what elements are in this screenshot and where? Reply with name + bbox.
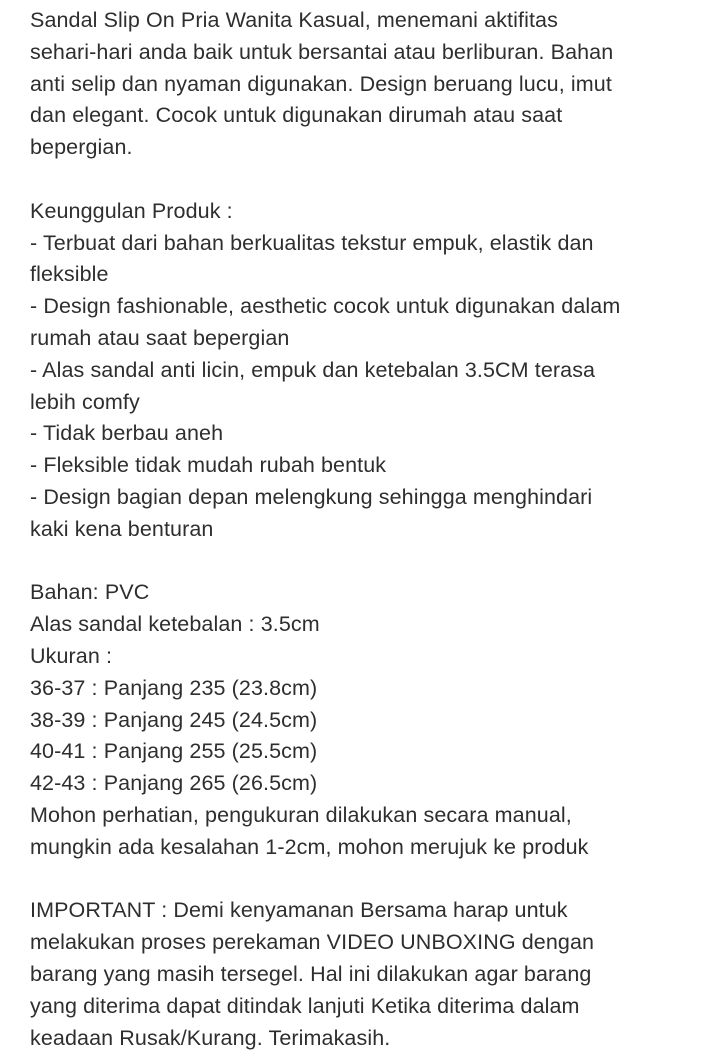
spec-thickness: Alas sandal ketebalan : 3.5cm bbox=[30, 612, 320, 637]
important-note: IMPORTANT : Demi kenyamanan Bersama harap untuk bbox=[30, 898, 568, 923]
size-row: 42-43 : Panjang 265 (26.5cm) bbox=[30, 771, 318, 796]
feature-item: - Tidak berbau aneh bbox=[30, 421, 224, 446]
description-line: dan elegant. Cocok untuk digunakan dirumah atau saat bbox=[30, 103, 563, 128]
feature-item-continued: rumah atau saat bepergian bbox=[30, 325, 290, 350]
feature-item-continued: fleksible bbox=[30, 262, 109, 287]
description-line: Sandal Slip On Pria Wanita Kasual, menemani aktifitas bbox=[30, 8, 558, 32]
feature-item: - Alas sandal anti licin, empuk dan ketebalan 3.5CM terasa bbox=[30, 357, 596, 382]
size-row: 38-39 : Panjang 245 (24.5cm) bbox=[30, 707, 318, 732]
size-row: 40-41 : Panjang 255 (25.5cm) bbox=[30, 739, 318, 764]
feature-item: - Design fashionable, aesthetic cocok untuk digunakan dalam bbox=[30, 294, 621, 319]
feature-item: - Design bagian depan melengkung sehingga menghindari bbox=[30, 484, 593, 509]
blank-line bbox=[30, 546, 710, 578]
product-description bbox=[30, 5, 710, 1054]
spec-size-heading: Ukuran : bbox=[30, 643, 113, 668]
description-line: sehari-hari anda baik untuk bersantai atau berliburan. Bahan bbox=[30, 39, 614, 64]
feature-item: - Fleksible tidak mudah rubah bentuk bbox=[30, 453, 387, 478]
spec-material: Bahan: PVC bbox=[30, 580, 150, 605]
important-note-continued: melakukan proses perekaman VIDEO UNBOXING dengan bbox=[30, 930, 595, 955]
blank-line bbox=[30, 864, 710, 896]
blank-line bbox=[30, 164, 710, 196]
important-note-continued: barang yang masih tersegel. Hal ini dilakukan agar barang bbox=[30, 961, 592, 986]
description-line: anti selip dan nyaman digunakan. Design beruang lucu, imut bbox=[30, 71, 612, 96]
important-note-continued: keadaan Rusak/Kurang. Terimakasih. bbox=[30, 1025, 391, 1050]
description-line: bepergian. bbox=[30, 135, 133, 160]
feature-item-continued: lebih comfy bbox=[30, 389, 140, 414]
measurement-note: Mohon perhatian, pengukuran dilakukan secara manual, bbox=[30, 802, 572, 827]
feature-item: - Terbuat dari bahan berkualitas tekstur empuk, elastik dan bbox=[30, 230, 594, 255]
important-note-continued: yang diterima dapat ditindak lanjuti Ketika diterima dalam bbox=[30, 993, 580, 1018]
measurement-note-continued: mungkin ada kesalahan 1-2cm, mohon merujuk ke produk bbox=[30, 834, 589, 859]
size-row: 36-37 : Panjang 235 (23.8cm) bbox=[30, 675, 318, 700]
section-heading-keunggulan: Keunggulan Produk : bbox=[30, 198, 233, 223]
feature-item-continued: kaki kena benturan bbox=[30, 516, 214, 541]
